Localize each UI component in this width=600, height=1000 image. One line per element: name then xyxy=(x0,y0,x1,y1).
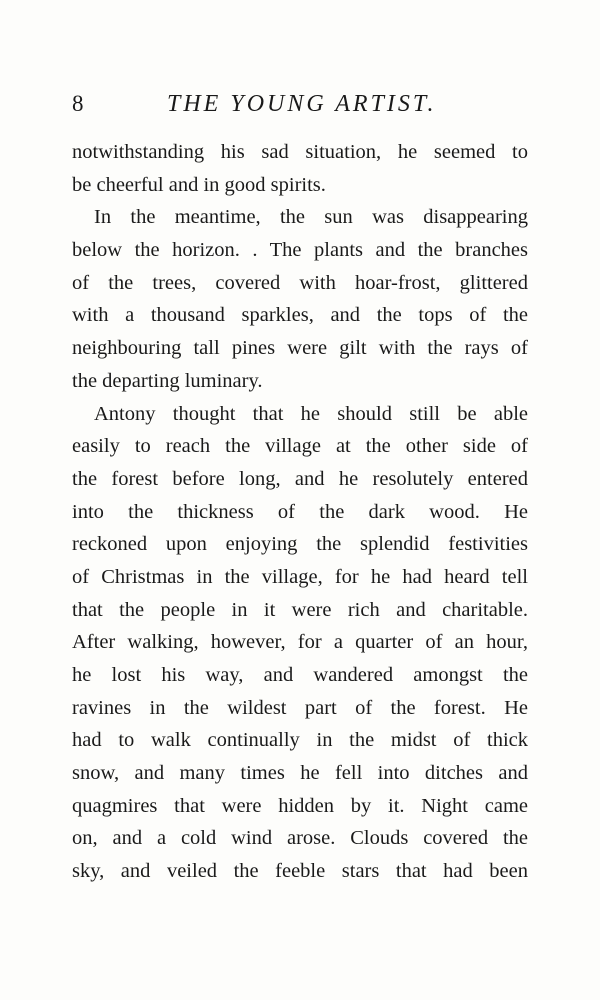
text-line: had to walk continually in the midst of thick xyxy=(72,729,528,752)
text-line: of the trees, covered with hoar-frost, glittered xyxy=(72,271,528,294)
text-line: snow, and many times he fell into ditches and xyxy=(72,762,528,785)
text-line: that the people in it were rich and charitable. xyxy=(72,598,528,621)
page-header xyxy=(72,86,530,122)
text-line: be cheerful and in good spirits. xyxy=(72,173,326,196)
text-line: of Christmas in the village, for he had heard tell xyxy=(72,565,528,588)
text-line: After walking, however, for a quarter of an hour, xyxy=(72,631,528,654)
text-line: sky, and veiled the feeble stars that had been xyxy=(72,860,528,883)
text-line: quagmires that were hidden by it. Night came xyxy=(72,794,528,817)
text-line: on, and a cold wind arose. Clouds covered the xyxy=(72,827,528,850)
text-line: with a thousand sparkles, and the tops of the xyxy=(72,304,528,327)
text-line: ravines in the wildest part of the forest. He xyxy=(72,696,528,719)
text-line: he lost his way, and wandered amongst the xyxy=(72,664,528,686)
text-line: the departing luminary. xyxy=(72,369,263,392)
text-line: reckoned upon enjoying the splendid festivities xyxy=(72,533,528,556)
text-line: the forest before long, and he resolutely entered xyxy=(72,467,528,490)
text-line: In the meantime, the sun was disappearing xyxy=(94,206,528,229)
text-line: neighbouring tall pines were gilt with the rays of xyxy=(72,337,528,360)
text-line: easily to reach the village at the other side of xyxy=(72,435,528,458)
text-line: into the thickness of the dark wood. He xyxy=(72,500,528,523)
text-line: Antony thought that he should still be able xyxy=(94,402,528,425)
page-number: 8 xyxy=(72,91,84,116)
text-line: below the horizon. . The plants and the branches xyxy=(72,239,528,262)
running-title: THE YOUNG ARTIST. xyxy=(167,91,437,117)
text-line: notwithstanding his sad situation, he seemed to xyxy=(72,141,528,163)
body-text xyxy=(72,136,528,888)
